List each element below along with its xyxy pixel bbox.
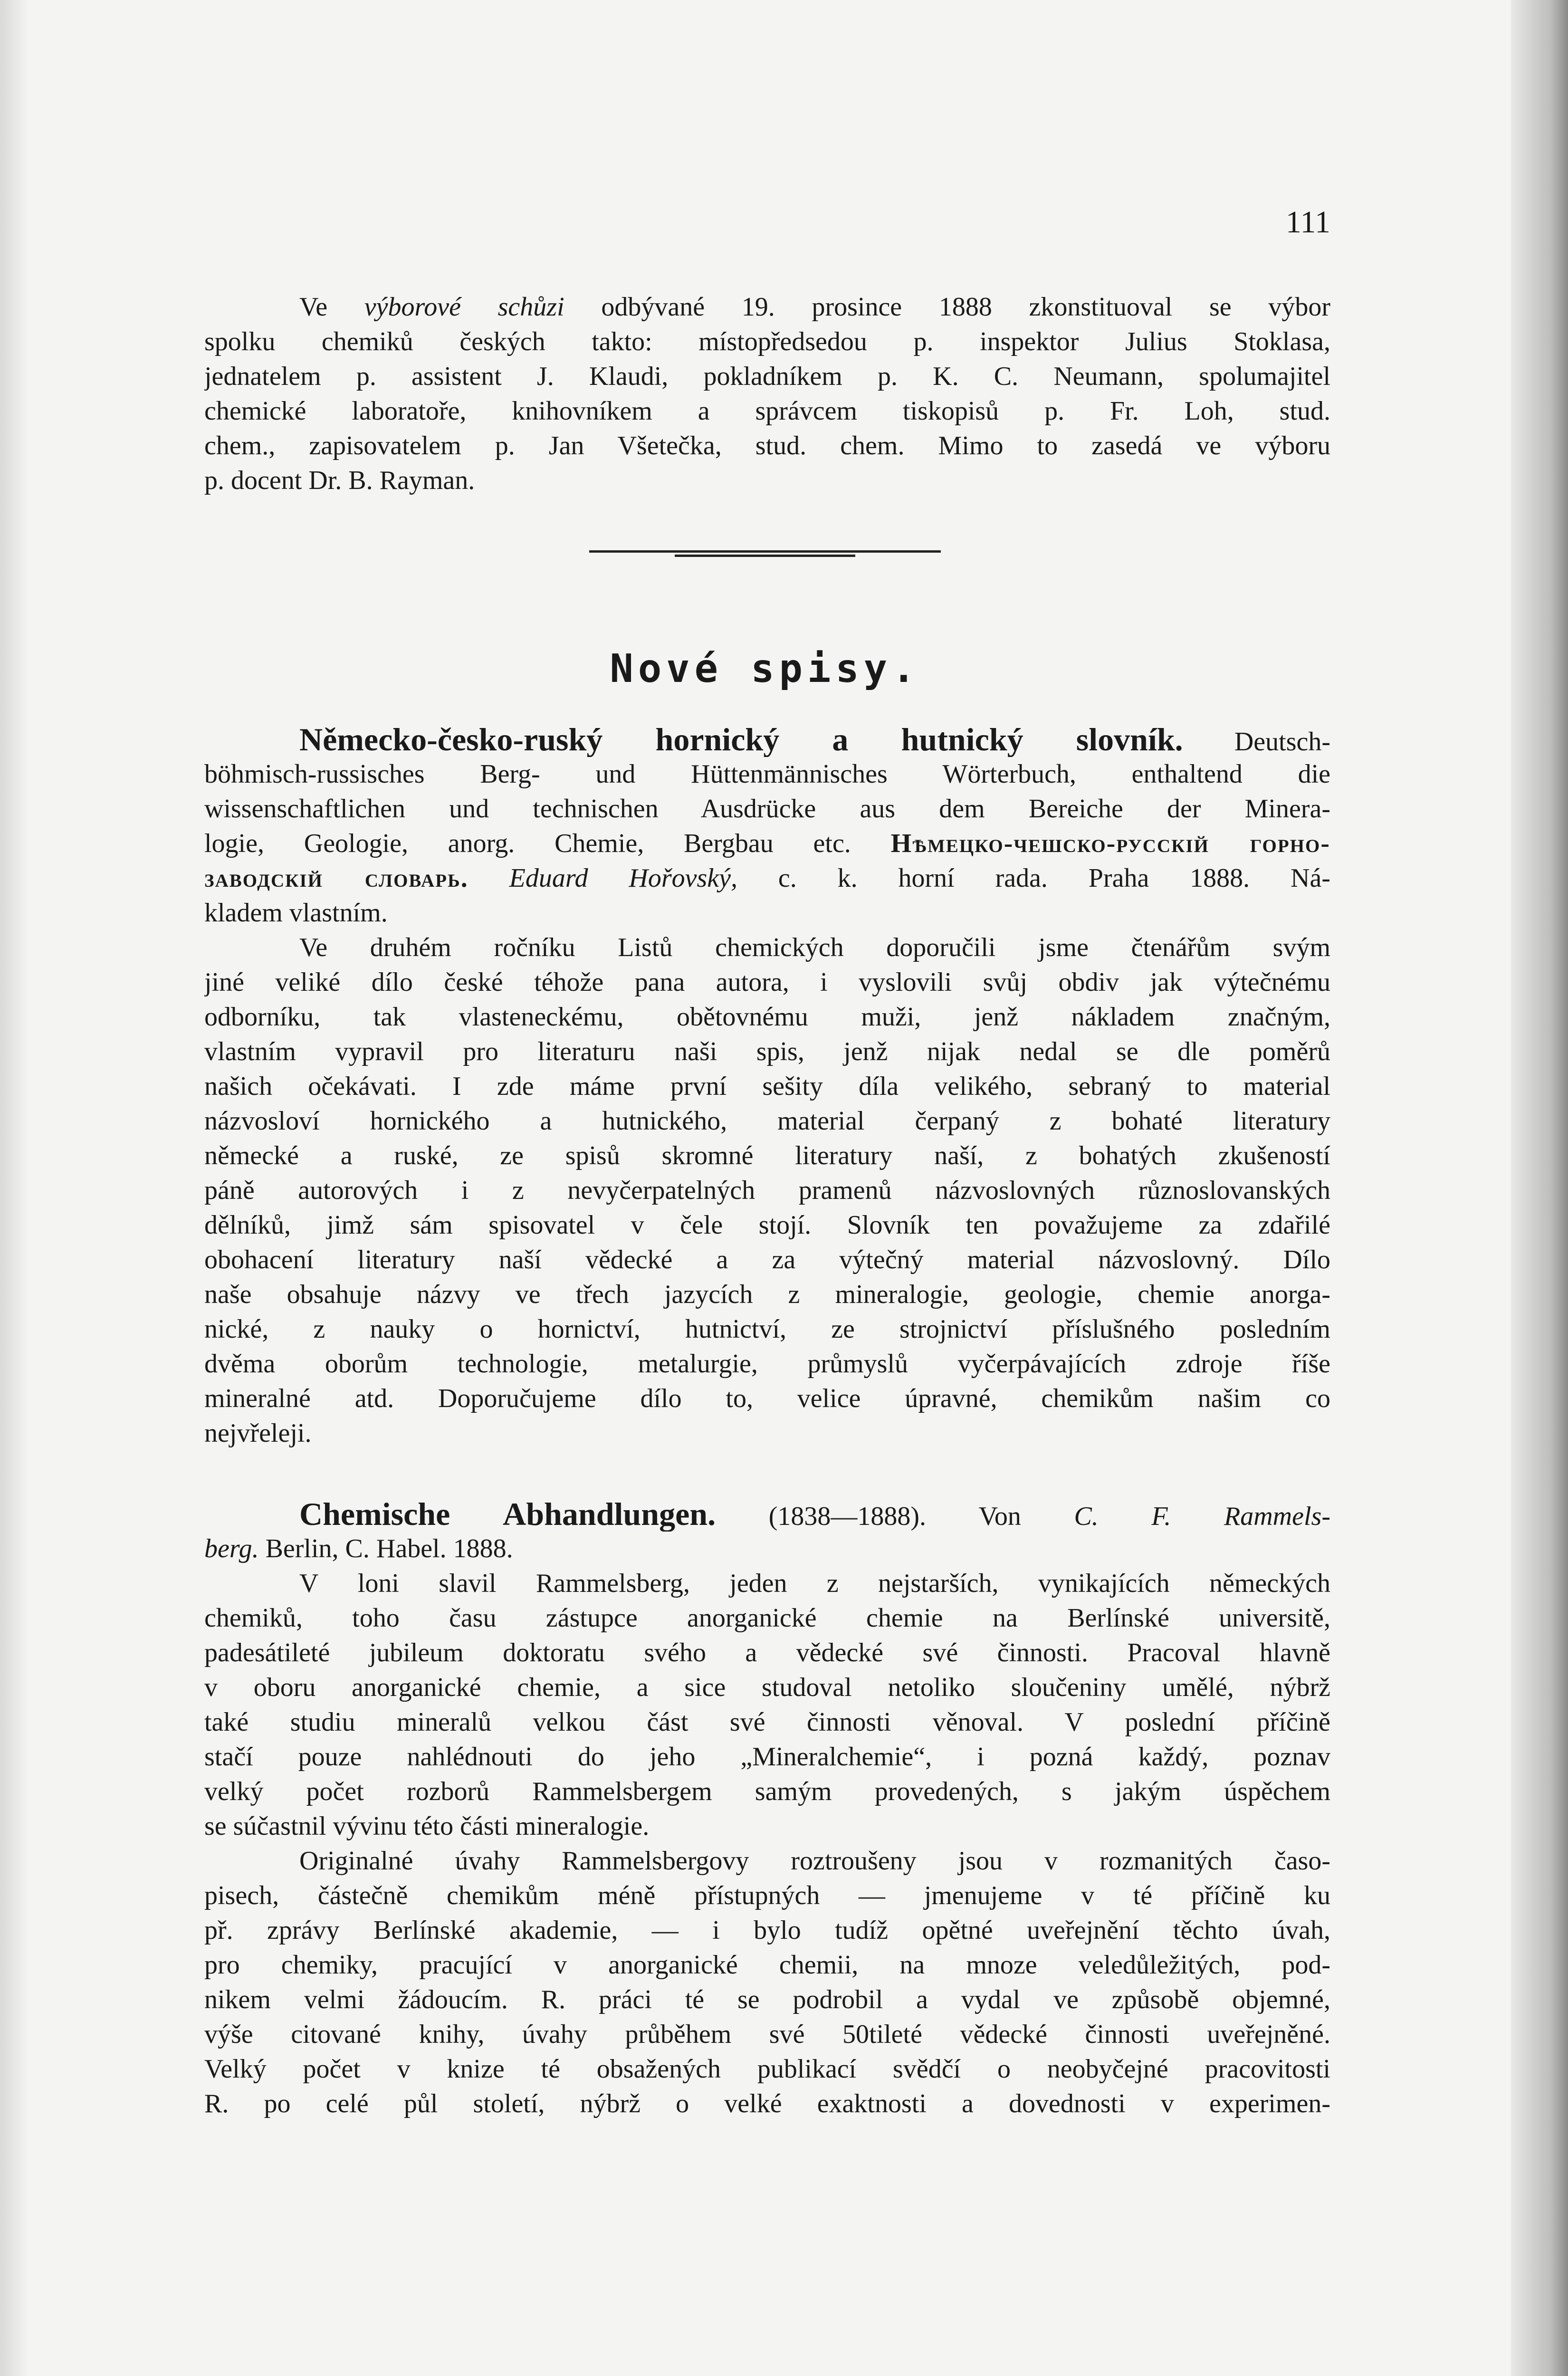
text-line: vlastním vypravil pro literaturu naši spis, jenž nijak nedal se dle poměrů: [204, 1037, 1330, 1066]
text-line: obohacení literatury naší vědecké a za výtečný material názvoslovný. Dílo: [204, 1245, 1330, 1274]
text-line: padesátileté jubileum doktoratu svého a vědecké své činnosti. Pracoval hlavně: [204, 1638, 1330, 1667]
text-line: jednatelem p. assistent J. Klaudi, pokladníkem p. K. C. Neumann, spolumajitel: [204, 362, 1330, 391]
text-line: se súčastnil vývinu této části mineralogie.: [204, 1811, 650, 1841]
text-line: páně autorových i z nevyčerpatelných pramenů názvoslovných různoslovanských: [204, 1176, 1330, 1205]
text-line: dvěma oborům technologie, metalurgie, průmyslů vyčerpávajících zdroje říše: [204, 1349, 1330, 1379]
text-line: chem., zapisovatelem p. Jan Všetečka, stud. chem. Mimo to zasedá ve výboru: [204, 431, 1330, 460]
text-line: jiné veliké dílo české téhože pana autora, i vyslovili svůj obdiv jak výtečnému: [204, 968, 1330, 997]
text-line: Ve druhém ročníku Listů chemických doporučili jsme čtenářům svým: [299, 933, 1330, 962]
text-line: p. docent Dr. B. Rayman.: [204, 466, 475, 495]
text-line: našich očekávati. I zde máme první sešity díla velikého, sebraný to material: [204, 1072, 1330, 1101]
text-line: pisech, částečně chemikům méně přístupných — jmenujeme v té příčině ku: [204, 1881, 1330, 1910]
text-line: logie, Geologie, anorg. Chemie, Bergbau etc. Нѣмецко-чешско-русскій горно-: [204, 829, 1330, 858]
text-line: заводскій словарь. Eduard Hořovský, c. k. horní rada. Praha 1888. Ná-: [204, 863, 1330, 893]
page-edge-right: [1511, 0, 1568, 2376]
intro-paragraph: [204, 290, 1330, 498]
text-line: také studiu mineralů velkou část své činnosti věnoval. V poslední příčině: [204, 1707, 1330, 1737]
text-line: odborníku, tak vlasteneckému, obětovnému muži, jenž nákladem značným,: [204, 1002, 1330, 1032]
text-line: nické, z nauky o hornictví, hutnictví, ze strojnictví příslušného posledním: [204, 1314, 1330, 1344]
section-heading: Nové spisy.: [610, 646, 920, 691]
text-line: spolku chemiků českých takto: místopředsedou p. inspektor Julius Stoklasa,: [204, 327, 1330, 356]
text-line: V loni slavil Rammelsberg, jeden z nejstarších, vynikajících německých: [299, 1569, 1330, 1598]
text-line: Velký počet v knize té obsažených publikací svědčí o neobyčejné pracovitosti: [204, 2054, 1330, 2084]
entry-title: Německo-česko-ruský hornický a hutnický slovník.: [299, 722, 1183, 757]
text-line: stačí pouze nahlédnouti do jeho „Mineralchemie“, i pozná každý, poznav: [204, 1742, 1330, 1772]
text-line: mineralné atd. Doporučujeme dílo to, velice úpravné, chemikům našim co: [204, 1384, 1330, 1413]
entry-slovnik: [204, 722, 1330, 1451]
text-line: böhmisch-russisches Berg- und Hüttenmännisches Wörterbuch, enthaltend die: [204, 759, 1330, 789]
text-line: př. zprávy Berlínské akademie, — i bylo tudíž opětné uveřejnění těchto úvah,: [204, 1916, 1330, 1945]
text-line: chemiků, toho času zástupce anorganické chemie na Berlínské universitě,: [204, 1603, 1330, 1633]
text-line: R. po celé půl století, nýbrž o velké exaktnosti a dovednosti v experimen-: [204, 2089, 1330, 2118]
text-line: dělníků, jimž sám spisovatel v čele stojí. Slovník ten považujeme za zdařilé: [204, 1210, 1330, 1240]
text-line: wissenschaftlichen und technischen Ausdrücke aus dem Bereiche der Minera-: [204, 794, 1330, 824]
entry-title-line: Chemische Abhandlungen. (1838—1888). Von C. F. Rammels-: [299, 1497, 1330, 1532]
text-line: německé a ruské, ze spisů skromné literatury naší, z bohatých zkušeností: [204, 1141, 1330, 1170]
text-line: nejvřeleji.: [204, 1418, 312, 1448]
text-line: naše obsahuje názvy ve třech jazycích z mineralogie, geologie, chemie anorga-: [204, 1280, 1330, 1309]
text-line: nikem velmi žádoucím. R. práci té se podrobil a vydal ve způsobě objemné,: [204, 1985, 1330, 2014]
text-line: názvosloví hornického a hutnického, material čerpaný z bohaté literatury: [204, 1106, 1330, 1136]
text-line: Originalné úvahy Rammelsbergovy roztroušeny jsou v rozmanitých časo-: [299, 1846, 1330, 1876]
text-line: v oboru anorganické chemie, a sice studoval netoliko sloučeniny umělé, nýbrž: [204, 1673, 1330, 1702]
entry-abhandlungen: [204, 1497, 1330, 2121]
text-line: pro chemiky, pracující v anorganické chemii, na mnoze veledůležitých, pod-: [204, 1950, 1330, 1980]
text-line: berg. Berlin, C. Habel. 1888.: [204, 1534, 513, 1563]
section-divider: [589, 546, 941, 561]
page-edge-left: [0, 0, 29, 2376]
entry-title-line: Německo-česko-ruský hornický a hutnický slovník. Deutsch-: [299, 722, 1330, 757]
text-line: Ve výborové schůzi odbývané 19. prosince 1888 zkonstituoval se výbor: [299, 292, 1330, 322]
text-line: výše citované knihy, úvahy průběhem své 50tileté vědecké činnosti uveřejněné.: [204, 2020, 1330, 2049]
text-line: velký počet rozborů Rammelsbergem samým provedených, s jakým úspěchem: [204, 1777, 1330, 1806]
entry-title: Chemische Abhandlungen.: [299, 1497, 716, 1532]
text-line: chemické laboratoře, knihovníkem a správcem tiskopisů p. Fr. Loh, stud.: [204, 396, 1330, 426]
text-line: kladem vlastním.: [204, 898, 388, 928]
page-number: 111: [1285, 205, 1330, 240]
